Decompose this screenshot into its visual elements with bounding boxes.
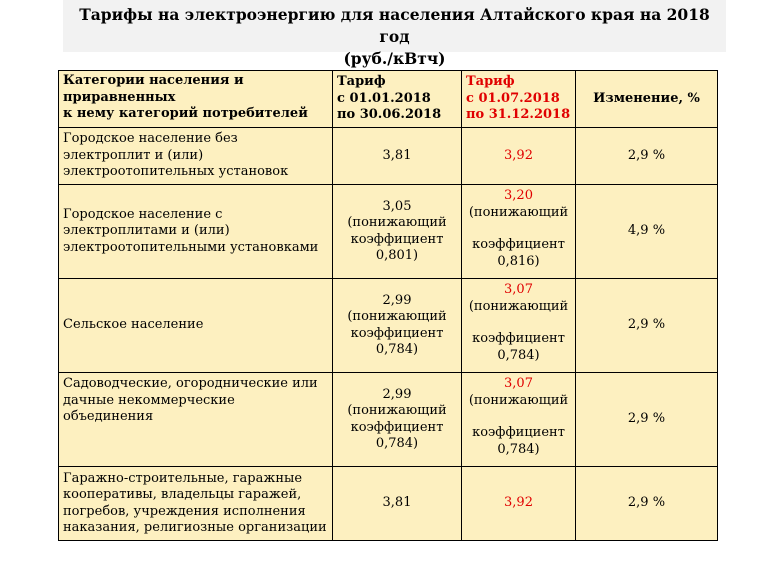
row-5-tariff-1: 3,81 xyxy=(333,467,462,541)
row-5-tariff-2: 3,92 xyxy=(462,467,576,541)
table-row xyxy=(59,279,718,373)
row-2-category: Городское население с электроплитами и (или) электроотопительными установками xyxy=(59,185,333,279)
row-2-tariff-2: 3,20 (понижающий коэффициент 0,816) xyxy=(462,185,576,279)
header-tariff-1: Тариф с 01.01.2018 по 30.06.2018 xyxy=(333,71,462,128)
row-2-change: 4,9 % xyxy=(576,185,718,279)
title-line-2: (руб./кВтч) xyxy=(343,49,446,68)
table-header-row xyxy=(59,71,718,128)
tariff-table xyxy=(58,70,718,541)
row-3-category: Сельское население xyxy=(59,279,333,373)
row-1-category: Городское население без электроплит и (или) электроотопительных установок xyxy=(59,128,333,185)
row-4-tariff-2: 3,07 (понижающий коэффициент 0,784) xyxy=(462,373,576,467)
row-4-category: Садоводческие, огороднические или дачные некоммерческие объединения xyxy=(59,373,333,467)
header-tariff-2: Тариф с 01.07.2018 по 31.12.2018 xyxy=(462,71,576,128)
table-row xyxy=(59,185,718,279)
title-line-1: Тарифы на электроэнергию для населения Алтайского края на 2018 год xyxy=(79,5,710,46)
row-3-tariff-1: 2,99 (понижающий коэффициент 0,784) xyxy=(333,279,462,373)
row-3-change: 2,9 % xyxy=(576,279,718,373)
row-5-change: 2,9 % xyxy=(576,467,718,541)
row-2-tariff-1: 3,05 (понижающий коэффициент 0,801) xyxy=(333,185,462,279)
row-1-tariff-2: 3,92 xyxy=(462,128,576,185)
row-5-category: Гаражно-строительные, гаражные кооперативы, владельцы гаражей, погребов, учреждения исполнения наказания, религиозные организации xyxy=(59,467,333,541)
row-4-tariff-1: 2,99 (понижающий коэффициент 0,784) xyxy=(333,373,462,467)
table-row xyxy=(59,373,718,467)
table-row xyxy=(59,467,718,541)
header-change: Изменение, % xyxy=(576,71,718,128)
page-title xyxy=(63,4,726,70)
row-3-tariff-2: 3,07 (понижающий коэффициент 0,784) xyxy=(462,279,576,373)
row-4-change: 2,9 % xyxy=(576,373,718,467)
table-row xyxy=(59,128,718,185)
row-1-change: 2,9 % xyxy=(576,128,718,185)
header-category: Категории населения и приравненных к нему категорий потребителей xyxy=(59,71,333,128)
row-1-tariff-1: 3,81 xyxy=(333,128,462,185)
